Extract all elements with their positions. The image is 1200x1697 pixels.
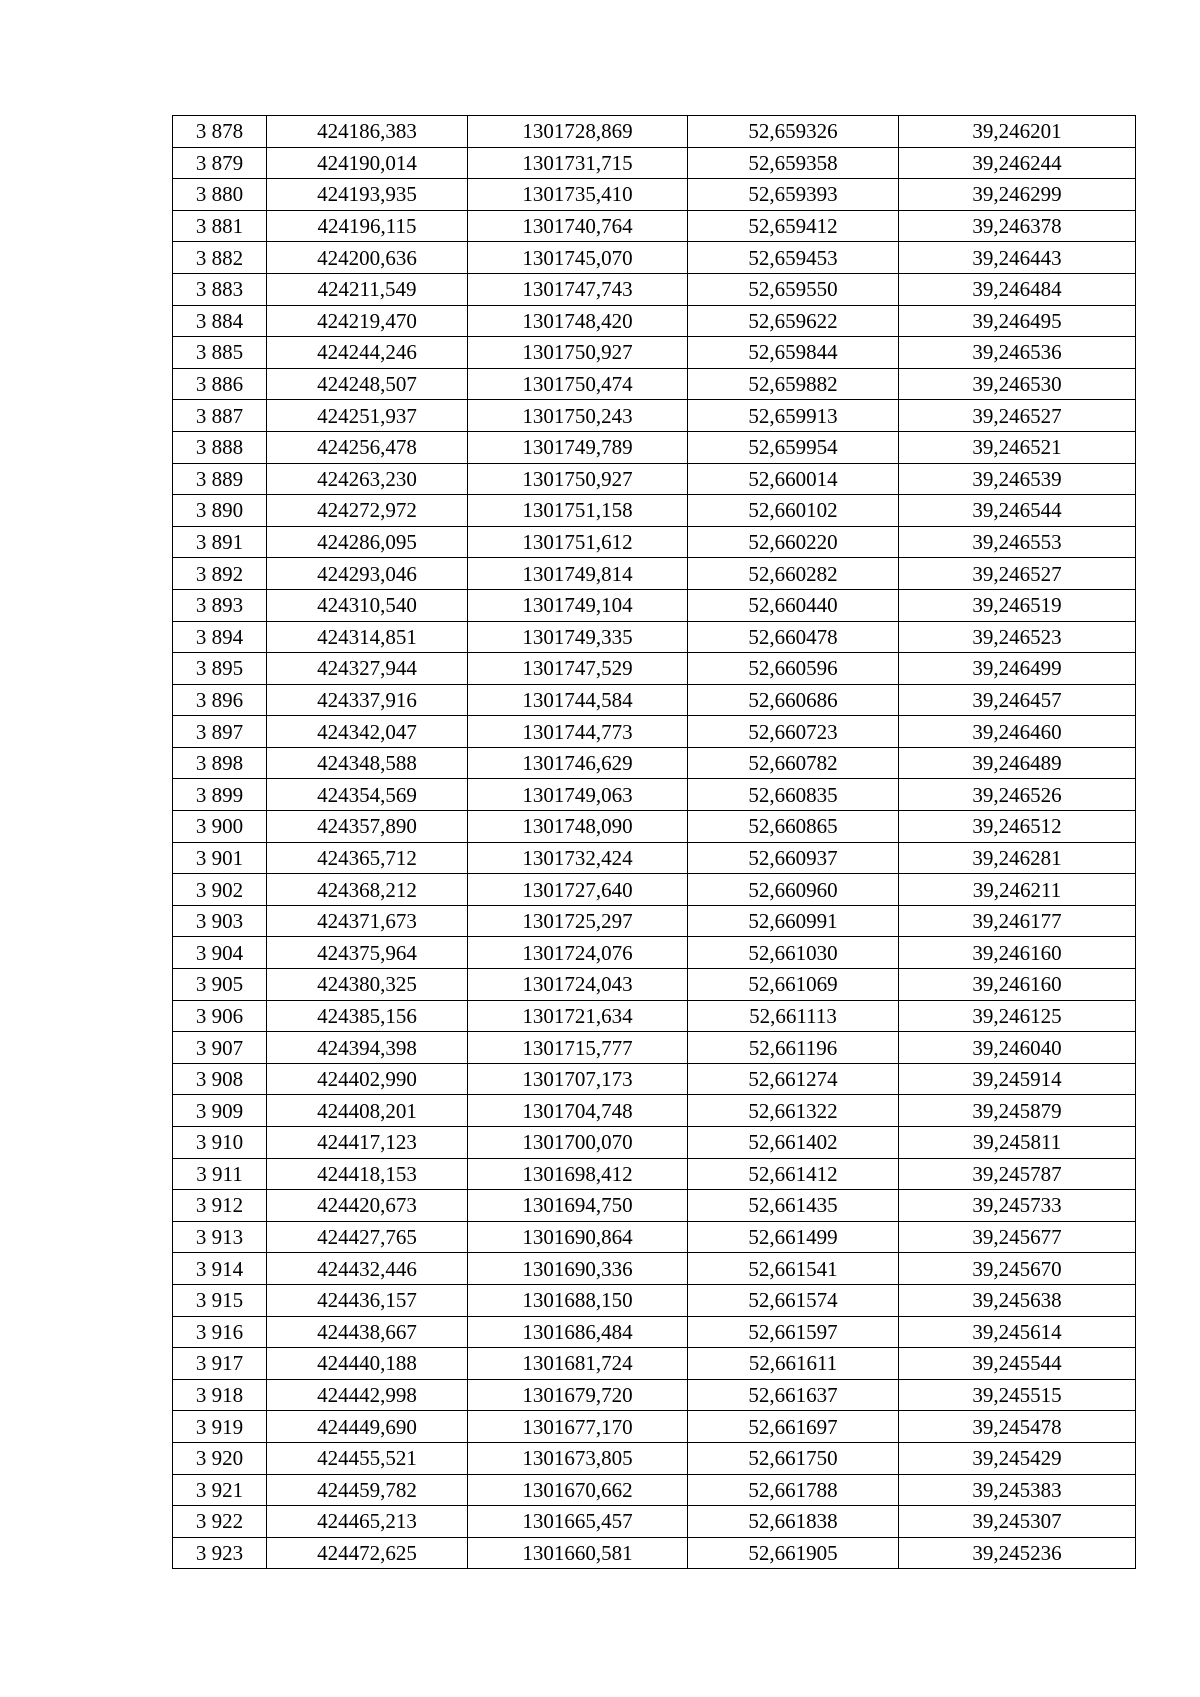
y-coordinate-cell: 1301660,581 xyxy=(468,1537,688,1569)
point-number-cell: 3 907 xyxy=(173,1032,267,1064)
longitude-cell: 39,246160 xyxy=(899,937,1136,969)
latitude-cell: 52,660960 xyxy=(688,874,899,906)
x-coordinate-cell: 424408,201 xyxy=(267,1095,468,1127)
x-coordinate-cell: 424465,213 xyxy=(267,1506,468,1538)
x-coordinate-cell: 424272,972 xyxy=(267,495,468,527)
longitude-cell: 39,246489 xyxy=(899,747,1136,779)
coordinates-table xyxy=(172,115,1136,1569)
longitude-cell: 39,246443 xyxy=(899,242,1136,274)
longitude-cell: 39,246553 xyxy=(899,526,1136,558)
table-row xyxy=(173,147,1136,179)
y-coordinate-cell: 1301690,864 xyxy=(468,1221,688,1253)
table-row xyxy=(173,1127,1136,1159)
point-number-cell: 3 888 xyxy=(173,431,267,463)
table-row xyxy=(173,1348,1136,1380)
table-row xyxy=(173,463,1136,495)
table-row xyxy=(173,1253,1136,1285)
latitude-cell: 52,660835 xyxy=(688,779,899,811)
point-number-cell: 3 878 xyxy=(173,116,267,148)
y-coordinate-cell: 1301725,297 xyxy=(468,905,688,937)
latitude-cell: 52,660282 xyxy=(688,558,899,590)
table-row xyxy=(173,368,1136,400)
table-row xyxy=(173,811,1136,843)
table-row xyxy=(173,1095,1136,1127)
x-coordinate-cell: 424459,782 xyxy=(267,1474,468,1506)
latitude-cell: 52,659913 xyxy=(688,400,899,432)
x-coordinate-cell: 424436,157 xyxy=(267,1284,468,1316)
x-coordinate-cell: 424365,712 xyxy=(267,842,468,874)
x-coordinate-cell: 424394,398 xyxy=(267,1032,468,1064)
point-number-cell: 3 897 xyxy=(173,716,267,748)
point-number-cell: 3 892 xyxy=(173,558,267,590)
longitude-cell: 39,245879 xyxy=(899,1095,1136,1127)
longitude-cell: 39,245787 xyxy=(899,1158,1136,1190)
y-coordinate-cell: 1301749,789 xyxy=(468,431,688,463)
y-coordinate-cell: 1301749,063 xyxy=(468,779,688,811)
longitude-cell: 39,246526 xyxy=(899,779,1136,811)
latitude-cell: 52,661611 xyxy=(688,1348,899,1380)
longitude-cell: 39,245914 xyxy=(899,1063,1136,1095)
latitude-cell: 52,661838 xyxy=(688,1506,899,1538)
x-coordinate-cell: 424449,690 xyxy=(267,1411,468,1443)
point-number-cell: 3 913 xyxy=(173,1221,267,1253)
longitude-cell: 39,246244 xyxy=(899,147,1136,179)
x-coordinate-cell: 424193,935 xyxy=(267,179,468,211)
point-number-cell: 3 893 xyxy=(173,589,267,621)
x-coordinate-cell: 424186,383 xyxy=(267,116,468,148)
longitude-cell: 39,246539 xyxy=(899,463,1136,495)
latitude-cell: 52,661069 xyxy=(688,969,899,1001)
y-coordinate-cell: 1301707,173 xyxy=(468,1063,688,1095)
x-coordinate-cell: 424354,569 xyxy=(267,779,468,811)
x-coordinate-cell: 424200,636 xyxy=(267,242,468,274)
point-number-cell: 3 889 xyxy=(173,463,267,495)
point-number-cell: 3 906 xyxy=(173,1000,267,1032)
x-coordinate-cell: 424420,673 xyxy=(267,1190,468,1222)
latitude-cell: 52,661905 xyxy=(688,1537,899,1569)
latitude-cell: 52,660937 xyxy=(688,842,899,874)
point-number-cell: 3 890 xyxy=(173,495,267,527)
x-coordinate-cell: 424248,507 xyxy=(267,368,468,400)
point-number-cell: 3 909 xyxy=(173,1095,267,1127)
latitude-cell: 52,661113 xyxy=(688,1000,899,1032)
table-row xyxy=(173,495,1136,527)
longitude-cell: 39,246499 xyxy=(899,653,1136,685)
x-coordinate-cell: 424402,990 xyxy=(267,1063,468,1095)
y-coordinate-cell: 1301677,170 xyxy=(468,1411,688,1443)
x-coordinate-cell: 424417,123 xyxy=(267,1127,468,1159)
y-coordinate-cell: 1301728,869 xyxy=(468,116,688,148)
longitude-cell: 39,246530 xyxy=(899,368,1136,400)
latitude-cell: 52,659412 xyxy=(688,210,899,242)
point-number-cell: 3 896 xyxy=(173,684,267,716)
longitude-cell: 39,246536 xyxy=(899,337,1136,369)
table-row xyxy=(173,1506,1136,1538)
latitude-cell: 52,660478 xyxy=(688,621,899,653)
table-row xyxy=(173,969,1136,1001)
latitude-cell: 52,661637 xyxy=(688,1379,899,1411)
y-coordinate-cell: 1301721,634 xyxy=(468,1000,688,1032)
table-row xyxy=(173,1442,1136,1474)
y-coordinate-cell: 1301715,777 xyxy=(468,1032,688,1064)
longitude-cell: 39,246495 xyxy=(899,305,1136,337)
x-coordinate-cell: 424256,478 xyxy=(267,431,468,463)
latitude-cell: 52,661435 xyxy=(688,1190,899,1222)
point-number-cell: 3 919 xyxy=(173,1411,267,1443)
table-row xyxy=(173,747,1136,779)
longitude-cell: 39,245515 xyxy=(899,1379,1136,1411)
y-coordinate-cell: 1301747,743 xyxy=(468,273,688,305)
x-coordinate-cell: 424196,115 xyxy=(267,210,468,242)
point-number-cell: 3 886 xyxy=(173,368,267,400)
longitude-cell: 39,246484 xyxy=(899,273,1136,305)
x-coordinate-cell: 424418,153 xyxy=(267,1158,468,1190)
latitude-cell: 52,660723 xyxy=(688,716,899,748)
latitude-cell: 52,661541 xyxy=(688,1253,899,1285)
table-row xyxy=(173,1474,1136,1506)
y-coordinate-cell: 1301750,927 xyxy=(468,337,688,369)
table-row xyxy=(173,179,1136,211)
x-coordinate-cell: 424190,014 xyxy=(267,147,468,179)
y-coordinate-cell: 1301686,484 xyxy=(468,1316,688,1348)
point-number-cell: 3 894 xyxy=(173,621,267,653)
latitude-cell: 52,661402 xyxy=(688,1127,899,1159)
longitude-cell: 39,245544 xyxy=(899,1348,1136,1380)
y-coordinate-cell: 1301744,584 xyxy=(468,684,688,716)
y-coordinate-cell: 1301673,805 xyxy=(468,1442,688,1474)
longitude-cell: 39,246177 xyxy=(899,905,1136,937)
longitude-cell: 39,246544 xyxy=(899,495,1136,527)
x-coordinate-cell: 424263,230 xyxy=(267,463,468,495)
y-coordinate-cell: 1301750,243 xyxy=(468,400,688,432)
x-coordinate-cell: 424342,047 xyxy=(267,716,468,748)
x-coordinate-cell: 424219,470 xyxy=(267,305,468,337)
x-coordinate-cell: 424286,095 xyxy=(267,526,468,558)
latitude-cell: 52,661412 xyxy=(688,1158,899,1190)
latitude-cell: 52,661597 xyxy=(688,1316,899,1348)
longitude-cell: 39,246457 xyxy=(899,684,1136,716)
y-coordinate-cell: 1301749,104 xyxy=(468,589,688,621)
y-coordinate-cell: 1301727,640 xyxy=(468,874,688,906)
table-row xyxy=(173,558,1136,590)
point-number-cell: 3 921 xyxy=(173,1474,267,1506)
point-number-cell: 3 922 xyxy=(173,1506,267,1538)
y-coordinate-cell: 1301688,150 xyxy=(468,1284,688,1316)
latitude-cell: 52,661196 xyxy=(688,1032,899,1064)
point-number-cell: 3 918 xyxy=(173,1379,267,1411)
point-number-cell: 3 901 xyxy=(173,842,267,874)
point-number-cell: 3 920 xyxy=(173,1442,267,1474)
latitude-cell: 52,660014 xyxy=(688,463,899,495)
latitude-cell: 52,659844 xyxy=(688,337,899,369)
table-row xyxy=(173,1158,1136,1190)
table-row xyxy=(173,842,1136,874)
table-row xyxy=(173,431,1136,463)
table-row xyxy=(173,305,1136,337)
point-number-cell: 3 895 xyxy=(173,653,267,685)
y-coordinate-cell: 1301748,090 xyxy=(468,811,688,843)
latitude-cell: 52,660865 xyxy=(688,811,899,843)
table-row xyxy=(173,1537,1136,1569)
x-coordinate-cell: 424251,937 xyxy=(267,400,468,432)
point-number-cell: 3 884 xyxy=(173,305,267,337)
y-coordinate-cell: 1301750,927 xyxy=(468,463,688,495)
y-coordinate-cell: 1301749,335 xyxy=(468,621,688,653)
latitude-cell: 52,659954 xyxy=(688,431,899,463)
table-row xyxy=(173,1221,1136,1253)
latitude-cell: 52,659358 xyxy=(688,147,899,179)
y-coordinate-cell: 1301681,724 xyxy=(468,1348,688,1380)
table-row xyxy=(173,1411,1136,1443)
point-number-cell: 3 916 xyxy=(173,1316,267,1348)
table-row xyxy=(173,1032,1136,1064)
longitude-cell: 39,245638 xyxy=(899,1284,1136,1316)
table-row xyxy=(173,1316,1136,1348)
point-number-cell: 3 883 xyxy=(173,273,267,305)
point-number-cell: 3 902 xyxy=(173,874,267,906)
x-coordinate-cell: 424440,188 xyxy=(267,1348,468,1380)
table-row xyxy=(173,1190,1136,1222)
latitude-cell: 52,659622 xyxy=(688,305,899,337)
table-row xyxy=(173,1284,1136,1316)
latitude-cell: 52,660991 xyxy=(688,905,899,937)
point-number-cell: 3 917 xyxy=(173,1348,267,1380)
table-row xyxy=(173,589,1136,621)
x-coordinate-cell: 424357,890 xyxy=(267,811,468,843)
table-row xyxy=(173,337,1136,369)
table-row xyxy=(173,400,1136,432)
latitude-cell: 52,661030 xyxy=(688,937,899,969)
table-row xyxy=(173,874,1136,906)
x-coordinate-cell: 424432,446 xyxy=(267,1253,468,1285)
y-coordinate-cell: 1301731,715 xyxy=(468,147,688,179)
longitude-cell: 39,246299 xyxy=(899,179,1136,211)
latitude-cell: 52,661697 xyxy=(688,1411,899,1443)
latitude-cell: 52,661574 xyxy=(688,1284,899,1316)
longitude-cell: 39,246519 xyxy=(899,589,1136,621)
table-row xyxy=(173,526,1136,558)
x-coordinate-cell: 424314,851 xyxy=(267,621,468,653)
table-row xyxy=(173,779,1136,811)
y-coordinate-cell: 1301735,410 xyxy=(468,179,688,211)
x-coordinate-cell: 424348,588 xyxy=(267,747,468,779)
table-row xyxy=(173,621,1136,653)
longitude-cell: 39,246523 xyxy=(899,621,1136,653)
longitude-cell: 39,245670 xyxy=(899,1253,1136,1285)
y-coordinate-cell: 1301751,158 xyxy=(468,495,688,527)
x-coordinate-cell: 424438,667 xyxy=(267,1316,468,1348)
y-coordinate-cell: 1301670,662 xyxy=(468,1474,688,1506)
x-coordinate-cell: 424427,765 xyxy=(267,1221,468,1253)
table-row xyxy=(173,905,1136,937)
x-coordinate-cell: 424371,673 xyxy=(267,905,468,937)
latitude-cell: 52,659453 xyxy=(688,242,899,274)
table-row xyxy=(173,242,1136,274)
y-coordinate-cell: 1301746,629 xyxy=(468,747,688,779)
y-coordinate-cell: 1301690,336 xyxy=(468,1253,688,1285)
x-coordinate-cell: 424385,156 xyxy=(267,1000,468,1032)
point-number-cell: 3 898 xyxy=(173,747,267,779)
point-number-cell: 3 915 xyxy=(173,1284,267,1316)
point-number-cell: 3 899 xyxy=(173,779,267,811)
latitude-cell: 52,659326 xyxy=(688,116,899,148)
longitude-cell: 39,245429 xyxy=(899,1442,1136,1474)
y-coordinate-cell: 1301740,764 xyxy=(468,210,688,242)
y-coordinate-cell: 1301704,748 xyxy=(468,1095,688,1127)
latitude-cell: 52,659882 xyxy=(688,368,899,400)
longitude-cell: 39,246281 xyxy=(899,842,1136,874)
table-row xyxy=(173,1063,1136,1095)
y-coordinate-cell: 1301665,457 xyxy=(468,1506,688,1538)
latitude-cell: 52,660782 xyxy=(688,747,899,779)
point-number-cell: 3 904 xyxy=(173,937,267,969)
latitude-cell: 52,660102 xyxy=(688,495,899,527)
latitude-cell: 52,659393 xyxy=(688,179,899,211)
y-coordinate-cell: 1301698,412 xyxy=(468,1158,688,1190)
point-number-cell: 3 882 xyxy=(173,242,267,274)
y-coordinate-cell: 1301745,070 xyxy=(468,242,688,274)
table-row xyxy=(173,210,1136,242)
longitude-cell: 39,246125 xyxy=(899,1000,1136,1032)
latitude-cell: 52,660686 xyxy=(688,684,899,716)
point-number-cell: 3 880 xyxy=(173,179,267,211)
longitude-cell: 39,246211 xyxy=(899,874,1136,906)
longitude-cell: 39,246378 xyxy=(899,210,1136,242)
point-number-cell: 3 885 xyxy=(173,337,267,369)
latitude-cell: 52,660440 xyxy=(688,589,899,621)
point-number-cell: 3 911 xyxy=(173,1158,267,1190)
point-number-cell: 3 905 xyxy=(173,969,267,1001)
point-number-cell: 3 879 xyxy=(173,147,267,179)
x-coordinate-cell: 424337,916 xyxy=(267,684,468,716)
latitude-cell: 52,661788 xyxy=(688,1474,899,1506)
y-coordinate-cell: 1301747,529 xyxy=(468,653,688,685)
table-row xyxy=(173,716,1136,748)
x-coordinate-cell: 424380,325 xyxy=(267,969,468,1001)
point-number-cell: 3 914 xyxy=(173,1253,267,1285)
table-row xyxy=(173,684,1136,716)
x-coordinate-cell: 424211,549 xyxy=(267,273,468,305)
table-row xyxy=(173,653,1136,685)
latitude-cell: 52,661499 xyxy=(688,1221,899,1253)
point-number-cell: 3 903 xyxy=(173,905,267,937)
table-row xyxy=(173,1000,1136,1032)
y-coordinate-cell: 1301694,750 xyxy=(468,1190,688,1222)
y-coordinate-cell: 1301749,814 xyxy=(468,558,688,590)
point-number-cell: 3 910 xyxy=(173,1127,267,1159)
latitude-cell: 52,659550 xyxy=(688,273,899,305)
latitude-cell: 52,661322 xyxy=(688,1095,899,1127)
x-coordinate-cell: 424472,625 xyxy=(267,1537,468,1569)
x-coordinate-cell: 424327,944 xyxy=(267,653,468,685)
latitude-cell: 52,661750 xyxy=(688,1442,899,1474)
coordinates-table-body xyxy=(173,116,1136,1569)
x-coordinate-cell: 424368,212 xyxy=(267,874,468,906)
y-coordinate-cell: 1301700,070 xyxy=(468,1127,688,1159)
y-coordinate-cell: 1301724,043 xyxy=(468,969,688,1001)
x-coordinate-cell: 424244,246 xyxy=(267,337,468,369)
longitude-cell: 39,245677 xyxy=(899,1221,1136,1253)
latitude-cell: 52,661274 xyxy=(688,1063,899,1095)
y-coordinate-cell: 1301679,720 xyxy=(468,1379,688,1411)
y-coordinate-cell: 1301750,474 xyxy=(468,368,688,400)
table-row xyxy=(173,116,1136,148)
latitude-cell: 52,660220 xyxy=(688,526,899,558)
x-coordinate-cell: 424375,964 xyxy=(267,937,468,969)
y-coordinate-cell: 1301744,773 xyxy=(468,716,688,748)
longitude-cell: 39,246527 xyxy=(899,558,1136,590)
x-coordinate-cell: 424442,998 xyxy=(267,1379,468,1411)
longitude-cell: 39,245733 xyxy=(899,1190,1136,1222)
longitude-cell: 39,246040 xyxy=(899,1032,1136,1064)
x-coordinate-cell: 424293,046 xyxy=(267,558,468,590)
longitude-cell: 39,246512 xyxy=(899,811,1136,843)
longitude-cell: 39,245307 xyxy=(899,1506,1136,1538)
longitude-cell: 39,245614 xyxy=(899,1316,1136,1348)
longitude-cell: 39,245236 xyxy=(899,1537,1136,1569)
y-coordinate-cell: 1301751,612 xyxy=(468,526,688,558)
x-coordinate-cell: 424455,521 xyxy=(267,1442,468,1474)
longitude-cell: 39,246521 xyxy=(899,431,1136,463)
point-number-cell: 3 887 xyxy=(173,400,267,432)
point-number-cell: 3 912 xyxy=(173,1190,267,1222)
longitude-cell: 39,245811 xyxy=(899,1127,1136,1159)
x-coordinate-cell: 424310,540 xyxy=(267,589,468,621)
point-number-cell: 3 900 xyxy=(173,811,267,843)
longitude-cell: 39,245478 xyxy=(899,1411,1136,1443)
longitude-cell: 39,245383 xyxy=(899,1474,1136,1506)
longitude-cell: 39,246527 xyxy=(899,400,1136,432)
point-number-cell: 3 891 xyxy=(173,526,267,558)
y-coordinate-cell: 1301724,076 xyxy=(468,937,688,969)
point-number-cell: 3 908 xyxy=(173,1063,267,1095)
point-number-cell: 3 881 xyxy=(173,210,267,242)
longitude-cell: 39,246160 xyxy=(899,969,1136,1001)
y-coordinate-cell: 1301748,420 xyxy=(468,305,688,337)
point-number-cell: 3 923 xyxy=(173,1537,267,1569)
table-row xyxy=(173,937,1136,969)
table-row xyxy=(173,1379,1136,1411)
latitude-cell: 52,660596 xyxy=(688,653,899,685)
y-coordinate-cell: 1301732,424 xyxy=(468,842,688,874)
longitude-cell: 39,246460 xyxy=(899,716,1136,748)
longitude-cell: 39,246201 xyxy=(899,116,1136,148)
table-row xyxy=(173,273,1136,305)
